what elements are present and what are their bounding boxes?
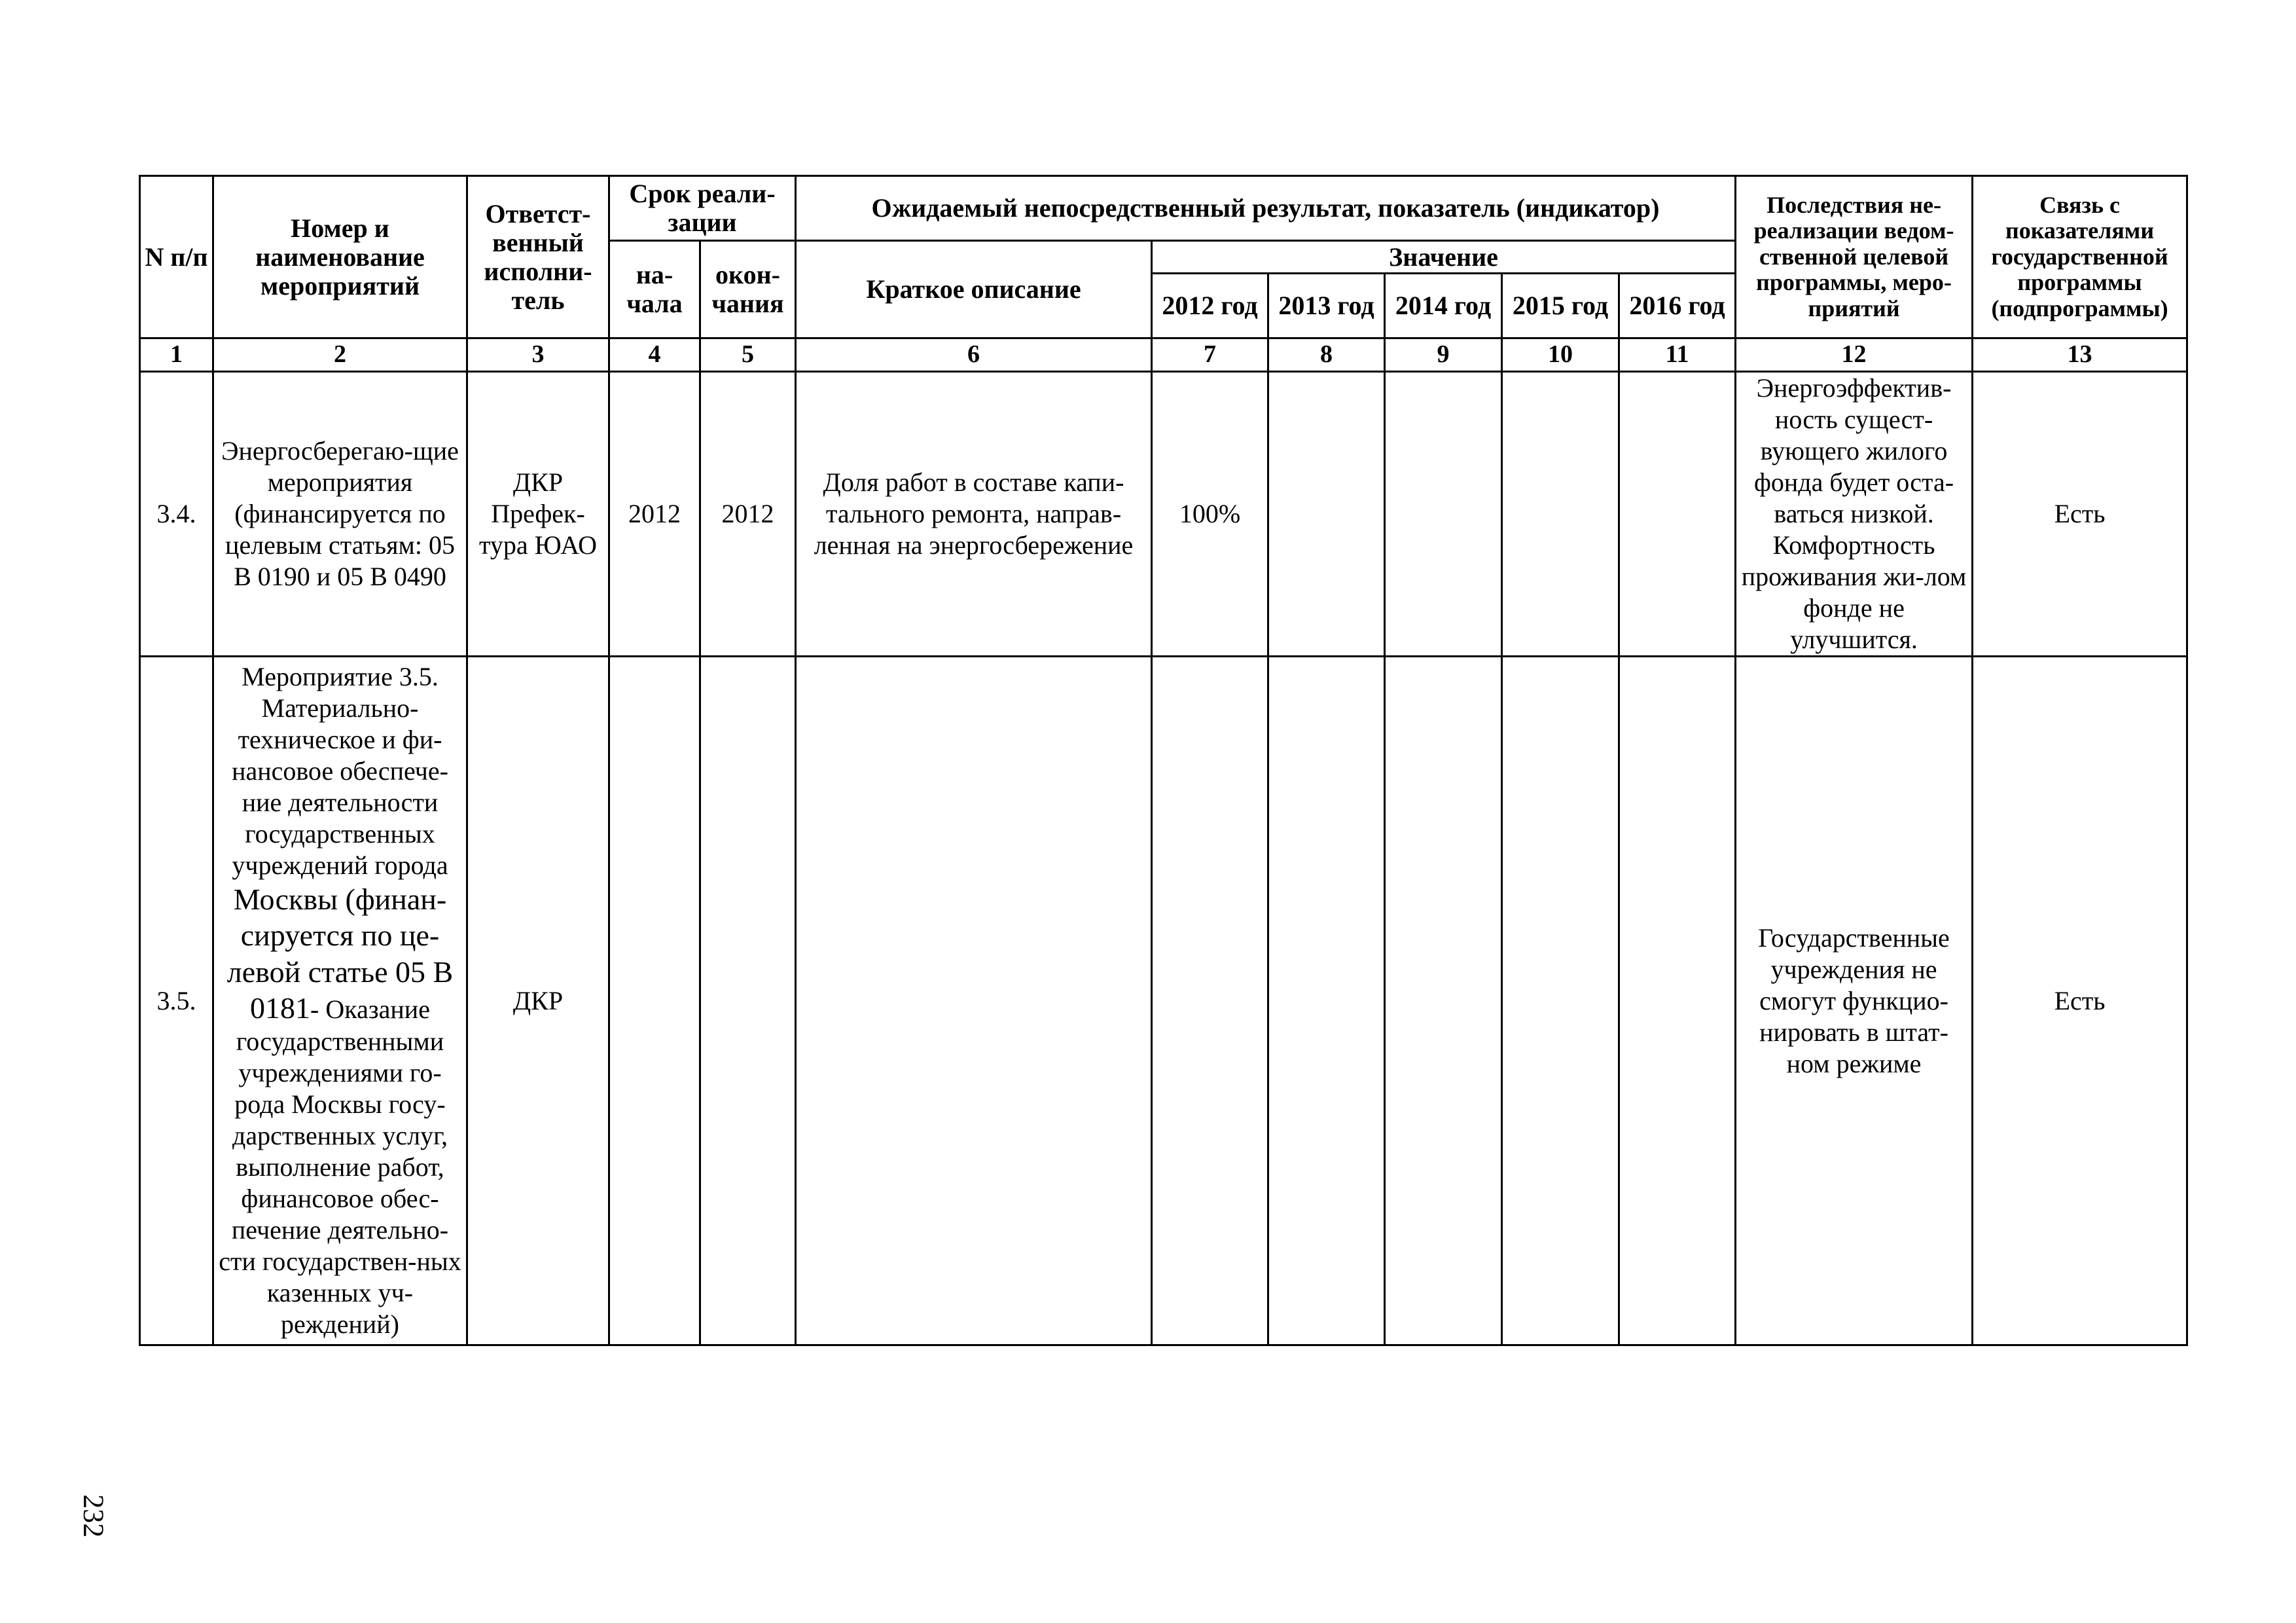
row-start: 2012 bbox=[609, 372, 700, 657]
column-number: 13 bbox=[1973, 338, 2187, 372]
column-number: 1 bbox=[140, 338, 213, 372]
row-value-2013 bbox=[1268, 657, 1385, 1345]
column-number: 2 bbox=[213, 338, 467, 372]
row-number: 3.4. bbox=[140, 372, 213, 657]
row-consequences: Энергоэффектив-ность сущест-вующего жилого фонда будет оста-ваться низкой. Комфортность проживания жи-лом фонде не улучшится. bbox=[1736, 372, 1973, 657]
row-end bbox=[700, 657, 796, 1345]
column-number: 8 bbox=[1268, 338, 1385, 372]
header-year-2015: 2015 год bbox=[1502, 274, 1619, 338]
header-n: N п/п bbox=[140, 176, 213, 338]
header-value: Значение bbox=[1152, 241, 1736, 274]
row-link: Есть bbox=[1973, 372, 2187, 657]
row-name-part3: - Оказание государственными учреждениями го-рода Москвы госу-дарственных услуг, выполнение работ, финансовое обес-печение деятельно-сти государствен-ных казенных уч-реждений) bbox=[219, 994, 461, 1339]
row-value-2016 bbox=[1619, 657, 1736, 1345]
row-executor: ДКР Префек-тура ЮАО bbox=[467, 372, 609, 657]
row-executor: ДКР bbox=[467, 657, 609, 1345]
column-number: 11 bbox=[1619, 338, 1736, 372]
header-executor: Ответст-венный исполни-тель bbox=[467, 176, 609, 338]
table-row bbox=[140, 657, 2187, 1345]
row-brief bbox=[796, 657, 1152, 1345]
row-link: Есть bbox=[1973, 657, 2187, 1345]
row-name bbox=[213, 657, 467, 1345]
column-number: 4 bbox=[609, 338, 700, 372]
row-end: 2012 bbox=[700, 372, 796, 657]
column-number: 10 bbox=[1502, 338, 1619, 372]
header-consequences: Последствия не-реализации ведом-ственной целевой программы, меро-приятий bbox=[1736, 176, 1973, 338]
header-link: Связь с показателями государственной программы (подпрограммы) bbox=[1973, 176, 2187, 338]
column-number: 9 bbox=[1385, 338, 1502, 372]
row-name-part2: Москвы (финан-сируется по це-левой статье 05 В 0181 bbox=[226, 883, 454, 1025]
row-name: Энергосберегаю-щие мероприятия (финансируется по целевым статьям: 05 В 0190 и 05 В 0490 bbox=[213, 372, 467, 657]
row-value-2016 bbox=[1619, 372, 1736, 657]
table-row bbox=[140, 372, 2187, 657]
row-value-2014 bbox=[1385, 657, 1502, 1345]
row-value-2013 bbox=[1268, 372, 1385, 657]
header-term: Срок реали-зации bbox=[609, 176, 796, 241]
page-number: 232 bbox=[77, 1494, 110, 1538]
column-number: 5 bbox=[700, 338, 796, 372]
header-year-2016: 2016 год bbox=[1619, 274, 1736, 338]
header-end: окон-чания bbox=[700, 241, 796, 338]
row-value-2012: 100% bbox=[1152, 372, 1268, 657]
row-name-part1: Мероприятие 3.5. Материально-техническое и фи-нансовое обеспече-ние деятельности государственных учреждений города bbox=[232, 662, 448, 881]
column-number: 6 bbox=[796, 338, 1152, 372]
column-numbers-row bbox=[140, 338, 2187, 372]
header-result: Ожидаемый непосредственный результат, показатель (индикатор) bbox=[796, 176, 1736, 241]
row-value-2015 bbox=[1502, 372, 1619, 657]
row-start bbox=[609, 657, 700, 1345]
row-brief: Доля работ в составе капи-тального ремонта, направ-ленная на энергосбережение bbox=[796, 372, 1152, 657]
header-start: на-чала bbox=[609, 241, 700, 338]
row-value-2015 bbox=[1502, 657, 1619, 1345]
row-number: 3.5. bbox=[140, 657, 213, 1345]
column-number: 12 bbox=[1736, 338, 1973, 372]
row-value-2012 bbox=[1152, 657, 1268, 1345]
row-consequences: Государственные учреждения не смогут функцио-нировать в штат-ном режиме bbox=[1736, 657, 1973, 1345]
header-year-2013: 2013 год bbox=[1268, 274, 1385, 338]
header-name: Номер и наименование мероприятий bbox=[213, 176, 467, 338]
header-year-2012: 2012 год bbox=[1152, 274, 1268, 338]
header-year-2014: 2014 год bbox=[1385, 274, 1502, 338]
column-number: 3 bbox=[467, 338, 609, 372]
program-table bbox=[139, 175, 2188, 1346]
header-brief: Краткое описание bbox=[796, 241, 1152, 338]
column-number: 7 bbox=[1152, 338, 1268, 372]
row-value-2014 bbox=[1385, 372, 1502, 657]
